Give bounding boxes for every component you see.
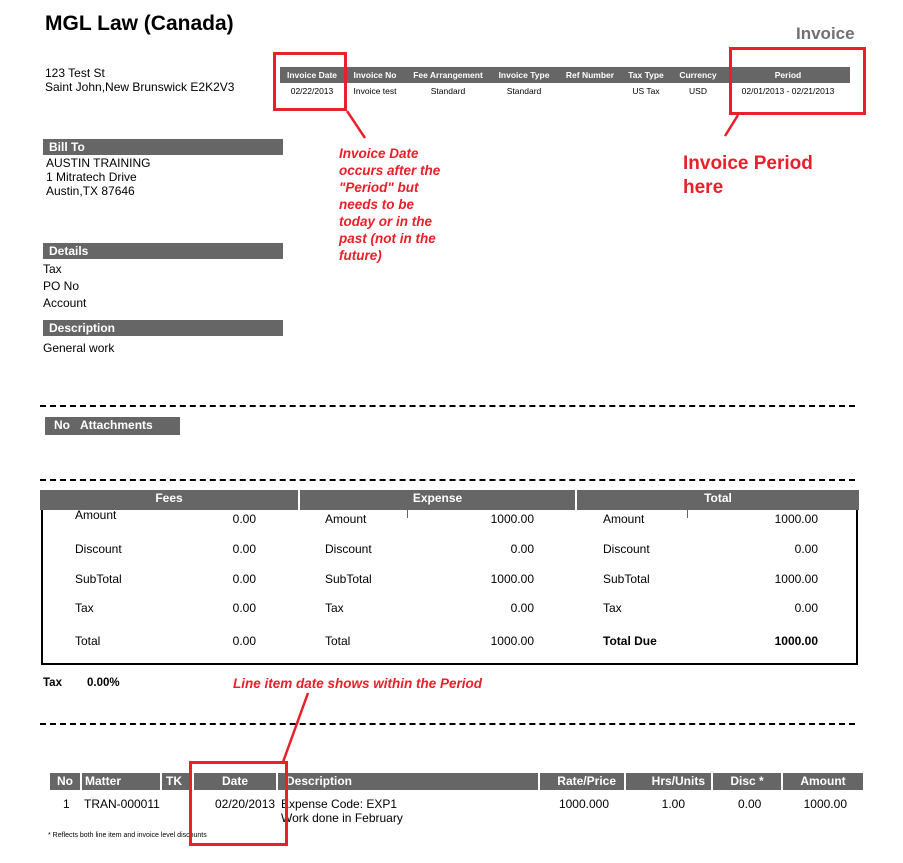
note-line: Invoice Period [683,153,813,174]
address-line: 123 Test St [45,66,105,80]
fees-row-value: 0.00 [232,572,256,586]
fees-header: Fees [40,490,298,510]
fee-arrangement-value: Standard [430,86,466,96]
bill-to-line: Austin,TX 87646 [46,184,135,198]
note-line: here [683,177,724,198]
fees-row-value: 0.00 [232,601,256,615]
bill-to-header: Bill To [43,139,283,155]
li-amount: 1000.00 [803,797,847,811]
total-row-label: Tax [603,601,622,615]
bill-to-address [46,156,150,198]
li-hrs: 1.00 [661,797,685,811]
fees-row-label: Discount [75,542,122,556]
li-col-description: Description [278,773,538,790]
expense-header: Expense [300,490,575,510]
expense-row-value: 0.00 [510,542,534,556]
expense-row-value: 1000.00 [490,572,534,586]
total-row-value: 0.00 [794,601,818,615]
total-row-value: 1000.00 [774,634,818,648]
col-fee-arrangement: Fee Arrangement [406,67,490,83]
li-col-date: Date [194,773,276,790]
tax-type-value: US Tax [632,86,660,96]
col-invoice-type: Invoice Type [490,67,558,83]
li-description [281,797,403,825]
section-divider [40,723,855,725]
li-col-tk: TK [162,773,192,790]
expense-row-label: Discount [325,542,372,556]
address-line: Saint John,New Brunswick E2K2V3 [45,80,235,94]
period-highlight-box [729,47,866,115]
col-period: Period [726,67,850,83]
description-text: General work [43,341,115,355]
invoice-no-value: Invoice test [353,86,397,96]
expense-row-value: 1000.00 [490,634,534,648]
total-row-label: Discount [603,542,650,556]
line-item-note: Line item date shows within the Period [233,676,483,691]
col-invoice-no: Invoice No [344,67,406,83]
total-header: Total [577,490,859,510]
total-row-label: Amount [603,512,645,526]
document-title: Invoice [796,24,855,43]
details-list [43,261,86,312]
ref-number-value [558,83,622,99]
total-row-value: 1000.00 [774,572,818,586]
li-col-amount: Amount [783,773,863,790]
li-col-disc: Disc * [713,773,781,790]
note-line: needs to be [339,197,415,212]
li-col-hrs: Hrs/Units [626,773,711,790]
connector-invoice-date [347,111,365,138]
note-line: future) [339,248,382,263]
bill-to-line: AUSTIN TRAINING [46,156,151,170]
expense-row-label: Total [325,634,351,648]
expense-row-label: Amount [325,512,367,526]
col-ref-number: Ref Number [558,67,622,83]
fees-row-value: 0.00 [232,512,256,526]
li-disc: 0.00 [738,797,762,811]
total-row-label: Total Due [603,634,657,648]
invoice-date-note [339,145,440,264]
footnote: * Reflects both line item and invoice level discounts [48,832,207,839]
details-header: Details [43,243,283,259]
fees-row-value: 0.00 [232,634,256,648]
note-line: today or in the [339,214,433,229]
tax-rate-label: Tax [43,677,62,689]
description-header: Description [43,320,283,336]
period-note [683,152,813,200]
expense-row-label: Tax [325,601,344,615]
li-date: 02/20/2013 [215,797,276,811]
section-divider [40,405,855,407]
li-col-no: No [50,773,80,790]
col-tax-type: Tax Type [622,67,670,83]
line-date-highlight-box [189,761,288,846]
note-line: Invoice Date [339,146,419,161]
expense-row-value: 1000.00 [490,512,534,526]
attachments-no-label: No [54,418,70,432]
bill-to-line: 1 Mitratech Drive [46,170,137,184]
company-address [45,66,234,94]
fees-row-value: 0.00 [232,542,256,556]
invoice-date-highlight-box [273,52,347,111]
connector-line-date [283,693,308,762]
fees-row-label: Total [75,634,101,648]
expense-row-value: 0.00 [510,601,534,615]
li-description-line: Work done in February [281,811,403,825]
total-row-value: 1000.00 [774,512,818,526]
currency-value: USD [689,86,707,96]
invoice-type-value: Standard [506,86,542,96]
connector-period [725,115,738,136]
fees-row-label: SubTotal [75,572,122,586]
fees-row-label: Tax [75,601,94,615]
fees-row-label: Amount [75,508,117,522]
section-divider [40,479,855,481]
li-col-rate: Rate/Price [540,773,624,790]
expense-row-label: SubTotal [325,572,372,586]
details-line: Tax [43,262,62,276]
details-line: PO No [43,279,80,293]
li-description-line: Expense Code: EXP1 [281,797,398,811]
total-row-label: SubTotal [603,572,650,586]
li-no: 1 [63,797,70,811]
note-line: occurs after the [339,163,441,178]
note-line: past (not in the [339,231,436,246]
col-invoice-date: Invoice Date [280,67,344,83]
invoice-date-value: 02/22/2013 [290,86,334,96]
note-line: "Period" but [339,180,419,195]
total-row-value: 0.00 [794,542,818,556]
li-matter: TRAN-000011 [84,797,160,811]
tax-rate-value: 0.00% [87,677,120,689]
attachments-label: Attachments [80,418,153,432]
period-value: 02/01/2013 - 02/21/2013 [741,86,835,96]
company-name: MGL Law (Canada) [45,12,234,35]
details-line: Account [43,296,87,310]
attachments-header [45,417,180,435]
col-currency: Currency [670,67,726,83]
li-col-matter: Matter [82,773,160,790]
li-rate: 1000.000 [558,797,609,811]
